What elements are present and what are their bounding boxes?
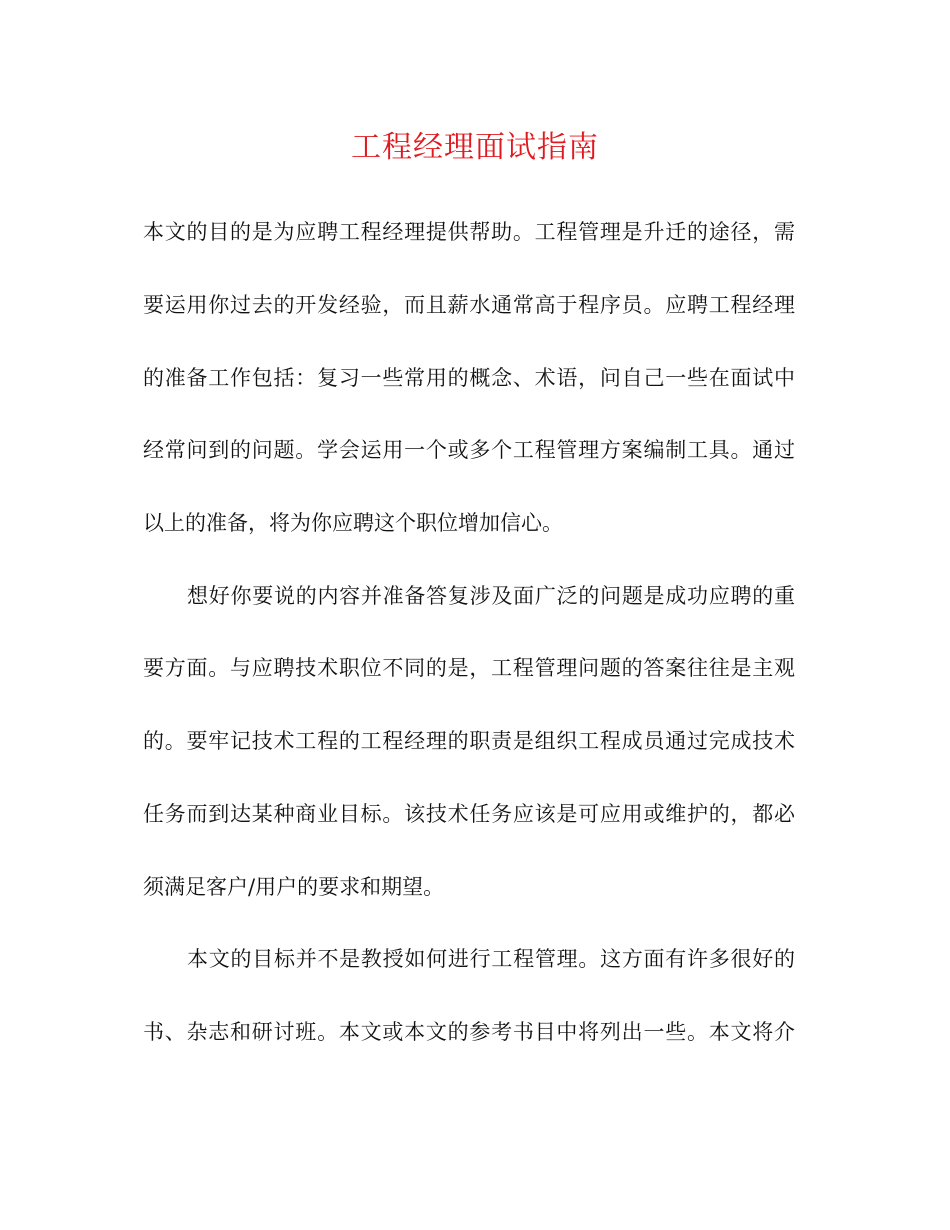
paragraph-line: 的。要牢记技术工程的工程经理的职责是组织工程成员通过完成技术 bbox=[143, 729, 795, 753]
paragraph-line: 任务而到达某种商业目标。该技术任务应该是可应用或维护的，都必 bbox=[143, 802, 795, 826]
paragraph-line: 经常问到的问题。学会运用一个或多个工程管理方案编制工具。通过 bbox=[143, 438, 795, 462]
paragraph-line: 想好你要说的内容并准备答复涉及面广泛的问题是成功应聘的重 bbox=[187, 584, 795, 608]
paragraph-line: 本文的目的是为应聘工程经理提供帮助。工程管理是升迁的途径，需 bbox=[143, 220, 795, 244]
document-title: 工程经理面试指南 bbox=[351, 130, 599, 165]
paragraph-line: 书、杂志和研讨班。本文或本文的参考书目中将列出一些。本文将介 bbox=[143, 1020, 795, 1044]
paragraph-line: 须满足客户/用户的要求和期望。 bbox=[143, 875, 445, 899]
paragraph-line: 要运用你过去的开发经验，而且薪水通常高于程序员。应聘工程经理 bbox=[143, 293, 795, 317]
paragraph-line: 本文的目标并不是教授如何进行工程管理。这方面有许多很好的 bbox=[187, 947, 795, 971]
paragraph-line: 的准备工作包括：复习一些常用的概念、术语，问自己一些在面试中 bbox=[143, 366, 795, 390]
paragraph-line: 以上的准备，将为你应聘这个职位增加信心。 bbox=[143, 511, 563, 535]
paragraph-line: 要方面。与应聘技术职位不同的是，工程管理问题的答案往往是主观 bbox=[143, 656, 795, 680]
